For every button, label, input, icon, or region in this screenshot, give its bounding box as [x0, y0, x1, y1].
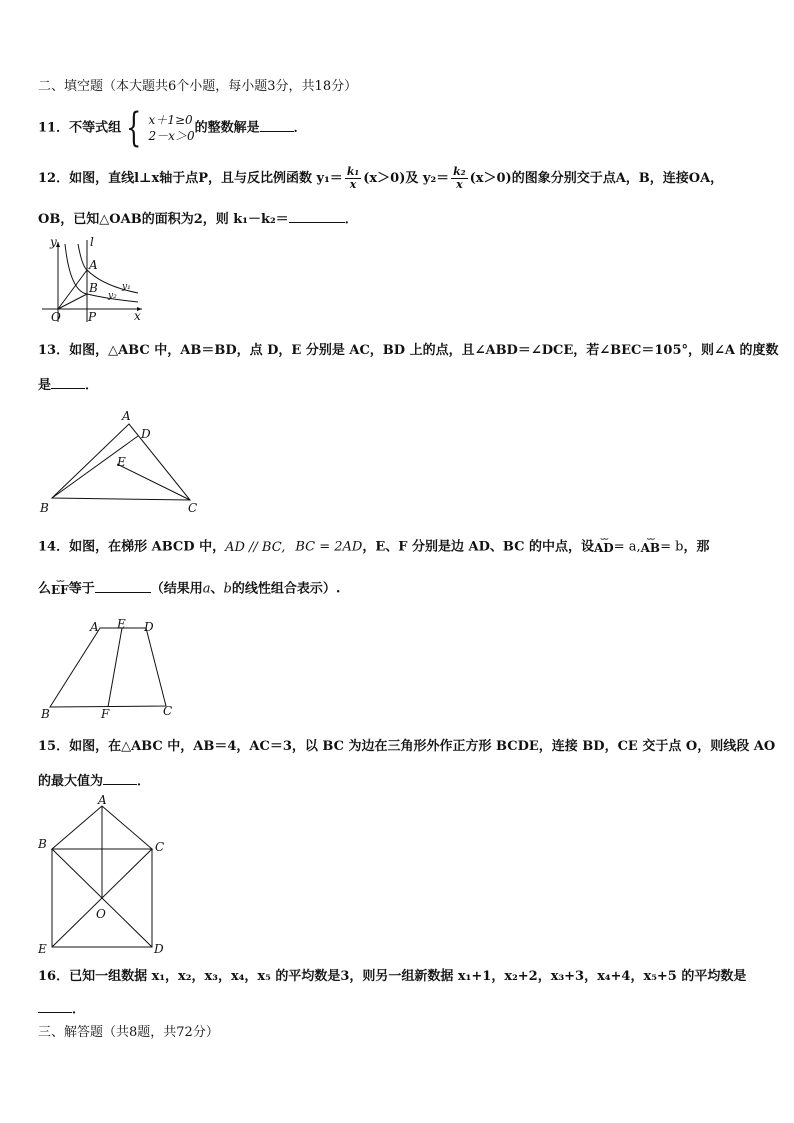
question-16-line-1: 16．已知一组数据 x₁，x₂，x₃，x₄，x₅ 的平均数是3，则另一组新数据 x₁+1，x₂+2，x₃+3，x₄+4，x₅+5 的平均数是 [38, 969, 747, 984]
label-point-b: B [38, 837, 47, 851]
answer-blank-14[interactable] [95, 580, 151, 593]
label-point-d: D [141, 427, 151, 441]
question-16-line-2: ． [38, 1000, 85, 1016]
label-point-b: B [41, 707, 50, 721]
answer-blank-16[interactable] [38, 1000, 72, 1013]
label-point-a: A [90, 620, 99, 634]
question-12-line-1: 12．如图，直线l⊥x轴于点P，且与反比例函数 y₁＝ $\frac{\text{k₁}}{x}$ (x＞0)及 y₂＝ $\frac{\text{k₂}}{x}$ (x＞0)的图象分别交于点A，B，连接OA， [38, 165, 724, 192]
answer-blank-12[interactable] [289, 210, 345, 223]
label-point-c: C [188, 501, 198, 515]
label-y1-curve: y₁ [122, 282, 131, 292]
section-2-title: 二、填空题（本大题共6个小题，每小题3分，共18分） [38, 79, 358, 94]
label-point-c: C [155, 840, 165, 854]
question-13-line-2: 是 ． [38, 378, 99, 393]
answer-blank-11[interactable] [260, 119, 294, 132]
label-x-axis: x [134, 309, 141, 323]
label-point-a: A [122, 409, 131, 423]
inequality-system: { x＋1≥0 2－x＞0 [126, 105, 195, 151]
section-3-title: 三、解答题（共8题，共72分） [38, 1025, 219, 1040]
question-11: 11．不等式组 { x＋1≥0 2－x＞0 的整数解是 ． [38, 105, 307, 151]
label-y-axis: y [50, 236, 57, 249]
question-12-line-2: OB，已知△OAB的面积为2，则 k₁－k₂＝ ． [38, 212, 358, 227]
label-point-d: D [144, 620, 154, 634]
label-point-p: P [88, 310, 97, 324]
label-point-c: C [163, 704, 173, 718]
figure-14-trapezoid [38, 614, 188, 722]
question-14-line-2: 么 ⌣⌣ EF 等于 （结果用a、b的线性组合表示）. [38, 576, 341, 597]
label-point-f: F [101, 707, 110, 721]
answer-blank-13[interactable] [51, 376, 85, 389]
question-14-line-1: 14．如图，在梯形 ABCD 中，AD // BC, BC = 2AD，E、F 分别是边 AD、BC 的中点，设 ⌣⌣ AD = a, ⌣⌣ AB = b，那 [38, 534, 710, 555]
figure-13-triangle [38, 404, 208, 516]
label-point-a: A [98, 793, 107, 807]
label-line-l: l [90, 236, 94, 249]
question-15-line-1: 15．如图，在△ABC 中，AB＝4，AC＝3，以 BC 为边在三角形外作正方形 BCDE，连接 BD，CE 交于点 O，则线段 AO [38, 739, 776, 754]
label-point-d: D [154, 942, 164, 954]
label-origin-o: O [51, 310, 61, 324]
answer-blank-15[interactable] [103, 772, 137, 785]
question-15-line-2: 的最大值为 ． [38, 774, 151, 789]
label-y2-curve: y₂ [108, 291, 117, 301]
label-point-b: B [40, 501, 49, 515]
figure-15-square [38, 792, 178, 954]
label-point-e: E [117, 617, 126, 631]
question-13-line-1: 13．如图，△ABC 中，AB＝BD，点 D，E 分别是 AC，BD 上的点，且∠ABD＝∠DCE，若∠BEC＝105°，则∠A 的度数 [38, 343, 779, 358]
label-point-o: O [96, 907, 106, 921]
label-point-e: E [117, 455, 126, 469]
label-point-a: A [89, 258, 98, 272]
figure-12-function-graph [38, 236, 148, 324]
label-point-b: B [89, 281, 98, 295]
label-point-e: E [38, 942, 47, 954]
